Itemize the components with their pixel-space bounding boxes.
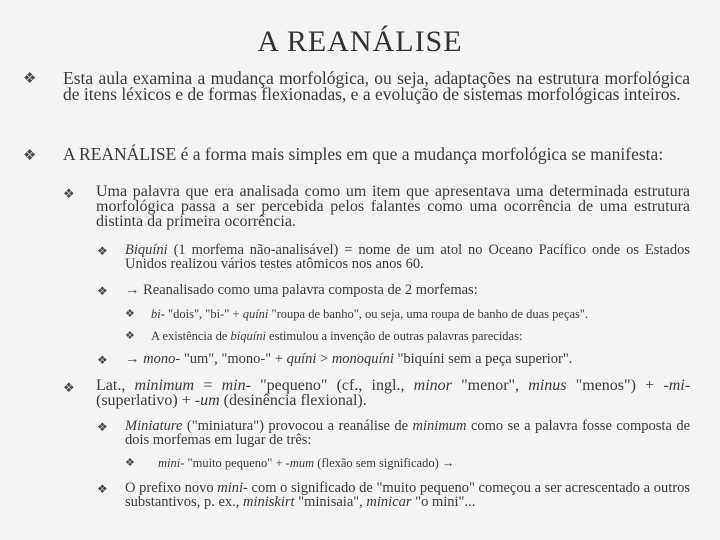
bullet-text: [151, 307, 690, 321]
diamond-bullet-icon: ❖: [97, 244, 108, 258]
diamond-bullet-icon: ❖: [125, 330, 135, 342]
term: -mi-: [663, 377, 691, 394]
term: minimum: [412, 418, 467, 434]
term: quíni: [242, 307, 269, 321]
text: (desinência flexional).: [219, 392, 367, 409]
text: "menor",: [451, 377, 529, 394]
bullet-text: [125, 419, 690, 447]
text: com o significado de "muito pequeno" começou a ser acrescentado a outros substantivos, p. ex.,: [125, 480, 690, 510]
term: mini-: [158, 456, 185, 470]
diamond-bullet-icon: ❖: [125, 308, 135, 320]
bullet-text: [158, 456, 690, 470]
diamond-bullet-icon: ❖: [97, 482, 108, 496]
text: estimulou a invenção de outras palavras parecidas:: [265, 329, 523, 343]
text: (1 morfema não-analisável) = nome de um atol no Oceano Pacífico onde os Estados Unidos realizou vários testes atômicos nos anos 60.: [125, 242, 690, 272]
diamond-bullet-icon: ❖: [125, 457, 135, 469]
bullet-text: Esta aula examina a mudança morfológica, ou seja, adaptações na estrutura morfológica de itens léxicos e de formas flexionadas, e a evolução de sistemas morfológicas inteiros.: [63, 68, 690, 104]
text: "biquíni sem a peça superior".: [393, 351, 573, 367]
diamond-bullet-icon: ❖: [97, 284, 108, 298]
term: min-: [221, 377, 251, 394]
term: minimum: [134, 377, 195, 394]
text: O prefixo novo: [125, 480, 218, 496]
text: "um", "mono-" +: [180, 351, 287, 367]
term: minicar: [366, 494, 412, 510]
text: "menos") +: [566, 377, 664, 394]
bullet-text: Uma palavra que era analisada como um item que apresentava uma determinada estrutura morfológica passa a ser percebida pelos falantes como uma ocorrência de uma estrutura distinta da primeira ocorrência.: [96, 183, 690, 230]
text: ("miniatura") provocou a reanálise de: [182, 418, 413, 434]
term: Miniature: [125, 418, 183, 434]
text: >: [316, 351, 332, 367]
term: mono-: [143, 351, 181, 367]
term: bi-: [151, 307, 165, 321]
text: "pequeno" (cf., ingl.,: [250, 377, 414, 394]
term: minus: [528, 377, 567, 394]
text: "o mini"...: [411, 494, 476, 510]
text: "roupa de banho", ou seja, uma roupa de banho de duas peças".: [268, 307, 589, 321]
text: (superlativo) +: [96, 392, 195, 409]
term: quíni: [286, 351, 317, 367]
term: monoquíni: [331, 351, 394, 367]
text: como se a palavra fosse composta de dois morfemas em lugar de três:: [125, 418, 691, 448]
term: mini-: [217, 480, 248, 496]
bullet-text: → Reanalisado como uma palavra composta de 2 morfemas:: [125, 282, 478, 298]
term: miniskirt: [243, 494, 295, 510]
diamond-bullet-icon: ❖: [63, 380, 75, 395]
text: (flexão sem significado) →: [314, 456, 455, 470]
term: biquíni: [230, 329, 266, 343]
diamond-bullet-icon: ❖: [23, 71, 37, 87]
text: "minisaia",: [294, 494, 367, 510]
slide-title: A REANÁLISE: [257, 25, 463, 58]
term: -um: [194, 392, 220, 409]
diamond-bullet-icon: ❖: [97, 420, 108, 434]
term: -mum: [285, 456, 315, 470]
diamond-bullet-icon: ❖: [97, 353, 108, 367]
text: "dois", "bi-" +: [164, 307, 243, 321]
bullet-text: [125, 352, 690, 366]
bullet-text: [151, 329, 690, 343]
diamond-bullet-icon: ❖: [23, 148, 37, 164]
bullet-text: [96, 378, 690, 408]
text: =: [194, 377, 222, 394]
text: →: [125, 351, 144, 367]
bullet-text: [125, 481, 690, 509]
text: A existência de: [151, 329, 231, 343]
bullet-text: A REANÁLISE é a forma mais simples em que a mudança morfológica se manifesta:: [63, 144, 664, 164]
diamond-bullet-icon: ❖: [63, 186, 75, 201]
term: minor: [413, 377, 452, 394]
term: Biquíni: [125, 242, 168, 258]
text: "muito pequeno" +: [184, 456, 286, 470]
text: Lat.,: [96, 377, 135, 394]
bullet-text: [125, 243, 690, 271]
